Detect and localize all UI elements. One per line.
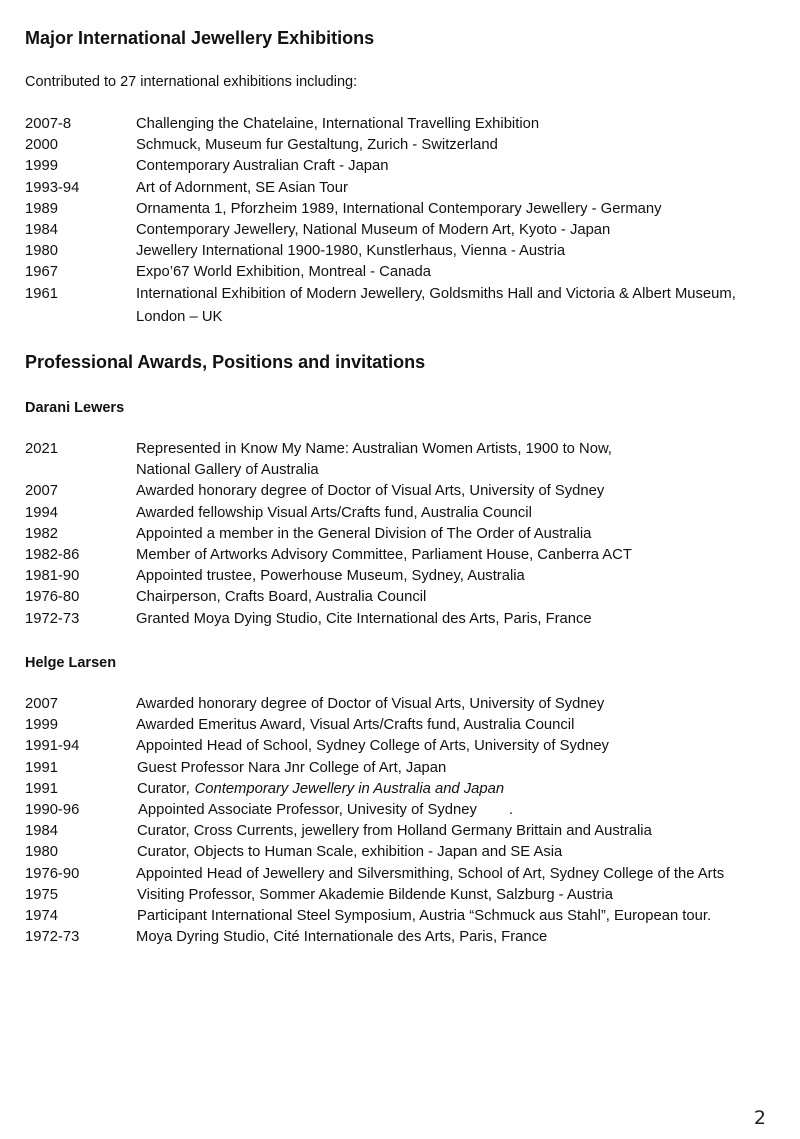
entry-year: 1980: [25, 243, 58, 260]
entry-description: Represented in Know My Name: Australian Women Artists, 1900 to Now,: [136, 441, 612, 457]
list-item: [25, 114, 785, 135]
exhibitions-list: [25, 114, 785, 329]
list-item: [25, 906, 785, 927]
entry-description: Ornamenta 1, Pforzheim 1989, International Contemporary Jewellery - Germany: [136, 200, 662, 217]
list-item: [25, 864, 785, 885]
list-item: [25, 135, 785, 156]
list-item: [25, 715, 785, 736]
entry-description: Member of Artworks Advisory Committee, Parliament House, Canberra ACT: [136, 546, 632, 563]
entry-year: 1999: [25, 717, 58, 734]
entry-description: Jewellery International 1900-1980, Kunstlerhaus, Vienna - Austria: [136, 243, 566, 260]
entry-year: 1991-94: [25, 738, 80, 755]
list-item: [25, 284, 785, 305]
entry-description-continued: London – UK: [136, 308, 223, 325]
entry-description: Schmuck, Museum fur Gestaltung, Zurich - Switzerland: [136, 137, 498, 154]
exhibition-title-italic: , Contemporary Jewellery in Australia and Japan: [186, 780, 505, 797]
entry-description: Challenging the Chatelaine, International Travelling Exhibition: [136, 116, 540, 132]
entry-year: 1991: [25, 780, 58, 797]
entry-year: 1984: [25, 221, 58, 238]
entry-description: Expo’67 World Exhibition, Montreal - Canada: [136, 264, 431, 281]
helge-name: Helge Larsen: [25, 655, 117, 671]
entry-year: 2007: [25, 483, 58, 500]
curator-label: Curator: [137, 780, 187, 797]
entry-year: 1974: [25, 907, 58, 924]
entry-year: 2021: [25, 441, 58, 457]
list-item: [25, 694, 785, 715]
entry-year: 1999: [25, 158, 58, 175]
list-item: [25, 779, 785, 800]
list-item: [25, 439, 785, 460]
entry-description: International Exhibition of Modern Jewellery, Goldsmiths Hall and Victoria & Albert Museum,: [136, 285, 736, 302]
entry-year: 1989: [25, 200, 58, 217]
list-item: [25, 842, 785, 863]
entry-year: 1982-86: [25, 546, 80, 563]
entry-year: 1993-94: [25, 179, 80, 196]
entry-description: [138, 800, 513, 821]
list-item: [25, 481, 785, 502]
exhibitions-intro: Contributed to 27 international exhibitions including:: [25, 74, 358, 90]
entry-description: Contemporary Jewellery, National Museum of Modern Art, Kyoto - Japan: [136, 221, 611, 238]
list-item: [25, 241, 785, 262]
entry-description: Appointed Head of Jewellery and Silversmithing, School of Art, Sydney College of the Arts: [136, 865, 725, 882]
awards-heading: Professional Awards, Positions and invitations: [25, 352, 426, 372]
entry-description: Curator, Objects to Human Scale, exhibition - Japan and SE Asia: [137, 844, 563, 861]
entry-description: Appointed trustee, Powerhouse Museum, Sydney, Australia: [136, 568, 525, 585]
entry-description: Awarded honorary degree of Doctor of Visual Arts, University of Sydney: [136, 483, 605, 500]
entry-year: 1967: [25, 264, 58, 281]
list-item: [25, 609, 785, 630]
entry-trailing-mark: .: [508, 801, 513, 818]
list-item: [25, 927, 785, 948]
list-item-continuation: [25, 305, 785, 329]
entry-description: Granted Moya Dying Studio, Cite International des Arts, Paris, France: [136, 610, 592, 627]
entry-description: Appointed a member in the General Division of The Order of Australia: [136, 525, 592, 542]
entry-description-continued: National Gallery of Australia: [136, 462, 319, 479]
entry-year: 2000: [25, 137, 58, 154]
list-item: [25, 524, 785, 545]
list-item: [25, 885, 785, 906]
entry-year: 1961: [25, 285, 58, 302]
entry-description: Curator, Cross Currents, jewellery from Holland Germany Brittain and Australia: [137, 823, 652, 840]
entry-year: 1972-73: [25, 610, 80, 627]
entry-description: [137, 779, 504, 800]
entry-description: Awarded Emeritus Award, Visual Arts/Crafts fund, Australia Council: [136, 717, 575, 734]
entry-year: 1991: [25, 759, 58, 776]
entry-description: Moya Dyring Studio, Cité Internationale des Arts, Paris, France: [136, 929, 548, 946]
list-item-continuation: [25, 460, 785, 481]
entry-description: Appointed Head of School, Sydney College of Arts, University of Sydney: [136, 738, 609, 755]
list-item: [25, 758, 785, 779]
page-number: 2: [753, 1107, 766, 1129]
helge-awards-list: [25, 694, 785, 948]
entry-year: 1990-96: [25, 801, 80, 818]
entry-year: 1976-80: [25, 589, 80, 606]
list-item: [25, 545, 785, 566]
list-item: [25, 220, 785, 241]
entry-year: 1976-90: [25, 865, 80, 882]
entry-year: 1972-73: [25, 929, 80, 946]
entry-description: Visiting Professor, Sommer Akademie Bildende Kunst, Salzburg - Austria: [137, 886, 613, 903]
entry-description: Awarded fellowship Visual Arts/Crafts fund, Australia Council: [136, 504, 532, 521]
list-item: [25, 566, 785, 587]
entry-year: 1984: [25, 823, 58, 840]
entry-description: Contemporary Australian Craft - Japan: [136, 158, 389, 175]
entry-description-main: Appointed Associate Professor, Univesity of Sydney: [138, 801, 477, 818]
darani-awards-list: [25, 439, 785, 630]
list-item: [25, 736, 785, 757]
entry-description: Guest Professor Nara Jnr College of Art, Japan: [137, 759, 447, 776]
list-item: [25, 262, 785, 283]
exhibitions-heading: Major International Jewellery Exhibitions: [25, 28, 375, 48]
entry-description: Participant International Steel Symposium, Austria “Schmuck aus Stahl”, European tour.: [137, 907, 712, 924]
entry-year: 1975: [25, 886, 58, 903]
list-item: [25, 821, 785, 842]
entry-description: Awarded honorary degree of Doctor of Visual Arts, University of Sydney: [136, 696, 605, 712]
entry-year: 1981-90: [25, 568, 80, 585]
list-item: [25, 178, 785, 199]
entry-year: 2007: [25, 696, 58, 712]
entry-year: 1994: [25, 504, 58, 521]
entry-description: Chairperson, Crafts Board, Australia Council: [136, 589, 427, 606]
entry-year: 1980: [25, 844, 58, 861]
darani-name: Darani Lewers: [25, 400, 125, 416]
list-item: [25, 156, 785, 177]
list-item: [25, 503, 785, 524]
list-item: [25, 800, 785, 821]
entry-description: Art of Adornment, SE Asian Tour: [136, 179, 348, 196]
entry-year: 1982: [25, 525, 58, 542]
list-item: [25, 587, 785, 608]
entry-year: 2007-8: [25, 116, 72, 132]
list-item: [25, 199, 785, 220]
